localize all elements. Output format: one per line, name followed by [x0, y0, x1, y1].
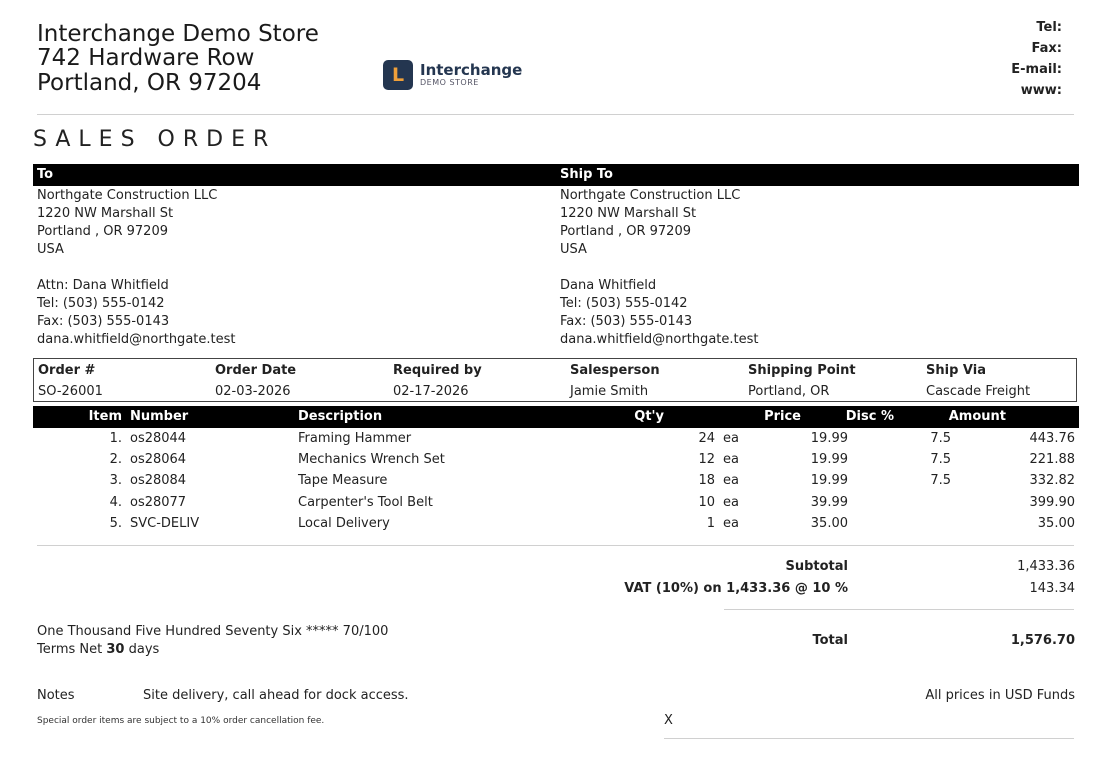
ship-contact-name: Dana Whitfield	[560, 278, 657, 293]
salesperson: Jamie Smith	[570, 384, 649, 399]
to-attn: Attn: Dana Whitfield	[37, 278, 169, 293]
item-number: os28084	[130, 473, 187, 488]
header-divider	[37, 114, 1074, 115]
item-price: 39.99	[810, 495, 848, 510]
item-number: os28044	[130, 431, 187, 446]
fax-label: Fax:	[1031, 41, 1062, 56]
item-amount: 443.76	[1029, 431, 1075, 446]
table-row	[0, 451, 1100, 472]
to-email: dana.whitfield@northgate.test	[37, 332, 236, 347]
notes-label: Notes	[37, 688, 75, 703]
item-unit: ea	[723, 452, 739, 467]
item-price: 19.99	[810, 452, 848, 467]
document-title: SALES ORDER	[33, 127, 277, 152]
col-item: Item	[88, 409, 122, 424]
logo-subtitle: DEMO STORE	[420, 78, 479, 87]
store-logo	[383, 60, 522, 90]
item-index: 2.	[109, 452, 122, 467]
col-description: Description	[298, 409, 383, 424]
ship-email: dana.whitfield@northgate.test	[560, 332, 759, 347]
item-qty: 12	[698, 452, 715, 467]
table-row	[0, 472, 1100, 493]
item-index: 1.	[109, 431, 122, 446]
shipping-point: Portland, OR	[748, 384, 830, 399]
item-qty: 10	[698, 495, 715, 510]
ship-fax: Fax: (503) 555-0143	[560, 314, 693, 329]
store-street: 742 Hardware Row	[37, 45, 255, 71]
signature-line	[664, 738, 1074, 739]
items-header-bar	[33, 406, 1079, 428]
shipping-point-header: Shipping Point	[748, 363, 856, 378]
ship-country: USA	[560, 242, 587, 257]
item-qty: 24	[698, 431, 715, 446]
item-unit: ea	[723, 495, 739, 510]
item-disc: 7.5	[930, 431, 951, 446]
bill-to-address	[37, 187, 235, 349]
salesperson-header: Salesperson	[570, 363, 660, 378]
item-description: Tape Measure	[298, 473, 388, 488]
to-country: USA	[37, 242, 64, 257]
item-price: 35.00	[810, 516, 848, 531]
order-date-header: Order Date	[215, 363, 297, 378]
www-label: www:	[1020, 83, 1062, 98]
subtotal-value: 1,433.36	[1017, 559, 1075, 574]
item-disc: 7.5	[930, 452, 951, 467]
ship-via-header: Ship Via	[926, 363, 986, 378]
item-description: Framing Hammer	[298, 431, 412, 446]
terms-prefix: Terms Net	[37, 642, 103, 657]
notes-text: Site delivery, call ahead for dock access.	[143, 688, 409, 703]
item-description: Local Delivery	[298, 516, 390, 531]
fine-print: Special order items are subject to a 10% order cancellation fee.	[37, 716, 325, 726]
item-price: 19.99	[810, 473, 848, 488]
items-divider	[37, 545, 1074, 546]
col-number: Number	[130, 409, 189, 424]
to-tel: Tel: (503) 555-0142	[37, 296, 165, 311]
col-amount: Amount	[948, 409, 1006, 424]
amount-in-words: One Thousand Five Hundred Seventy Six ***** 70/100	[37, 624, 389, 639]
order-number: SO-26001	[38, 384, 103, 399]
item-unit: ea	[723, 431, 739, 446]
total-value: 1,576.70	[1010, 633, 1075, 648]
currency-note: All prices in USD Funds	[925, 688, 1075, 703]
to-street: 1220 NW Marshall St	[37, 206, 174, 221]
item-index: 3.	[109, 473, 122, 488]
col-qty: Qt'y	[634, 409, 664, 424]
ship-city: Portland , OR 97209	[560, 224, 691, 239]
vat-value: 143.34	[1029, 581, 1075, 596]
store-name: Interchange Demo Store	[37, 21, 319, 47]
item-price: 19.99	[810, 431, 848, 446]
item-amount: 35.00	[1037, 516, 1075, 531]
items-body	[0, 430, 1100, 540]
vat-label: VAT (10%) on 1,433.36 @ 10 %	[624, 581, 848, 596]
item-amount: 399.90	[1029, 495, 1075, 510]
email-label: E-mail:	[1011, 62, 1062, 77]
item-description: Carpenter's Tool Belt	[298, 495, 433, 510]
signature-mark: X	[664, 713, 673, 728]
col-disc: Disc %	[845, 409, 894, 424]
logo-mark-icon	[383, 60, 413, 90]
item-index: 4.	[109, 495, 122, 510]
ship-to-address	[560, 187, 758, 349]
item-disc: 7.5	[930, 473, 951, 488]
to-company: Northgate Construction LLC	[37, 188, 218, 203]
required-by-header: Required by	[393, 363, 482, 378]
tel-label: Tel:	[1036, 20, 1062, 35]
item-number: os28064	[130, 452, 187, 467]
item-unit: ea	[723, 473, 739, 488]
address-header-bar	[33, 164, 1079, 186]
table-row	[0, 493, 1100, 514]
terms-days: 30	[106, 642, 125, 657]
order-info-box	[33, 358, 1077, 402]
required-by: 02-17-2026	[393, 384, 469, 399]
ship-tel: Tel: (503) 555-0142	[560, 296, 688, 311]
col-price: Price	[764, 409, 801, 424]
terms-suffix: days	[128, 642, 160, 657]
ship-via: Cascade Freight	[926, 384, 1031, 399]
item-amount: 332.82	[1029, 473, 1075, 488]
order-number-header: Order #	[38, 363, 96, 378]
ship-company: Northgate Construction LLC	[560, 188, 741, 203]
total-label: Total	[812, 633, 848, 648]
table-row	[0, 430, 1100, 451]
ship-street: 1220 NW Marshall St	[560, 206, 697, 221]
logo-letter: L	[391, 64, 405, 86]
subtotal-label: Subtotal	[785, 559, 848, 574]
to-city: Portland , OR 97209	[37, 224, 168, 239]
item-description: Mechanics Wrench Set	[298, 452, 445, 467]
to-header: To	[37, 167, 54, 182]
item-unit: ea	[723, 516, 739, 531]
item-number: SVC-DELIV	[130, 516, 200, 531]
order-date: 02-03-2026	[215, 384, 291, 399]
table-row	[0, 514, 1100, 535]
item-amount: 221.88	[1029, 452, 1075, 467]
store-city: Portland, OR 97204	[37, 70, 262, 96]
item-number: os28077	[130, 495, 187, 510]
item-qty: 1	[706, 516, 715, 531]
payment-terms	[37, 642, 159, 657]
item-index: 5.	[109, 516, 122, 531]
ship-to-header: Ship To	[560, 167, 613, 182]
totals-divider	[724, 609, 1074, 610]
logo-name: Interchange	[420, 61, 523, 79]
to-fax: Fax: (503) 555-0143	[37, 314, 170, 329]
item-qty: 18	[698, 473, 715, 488]
